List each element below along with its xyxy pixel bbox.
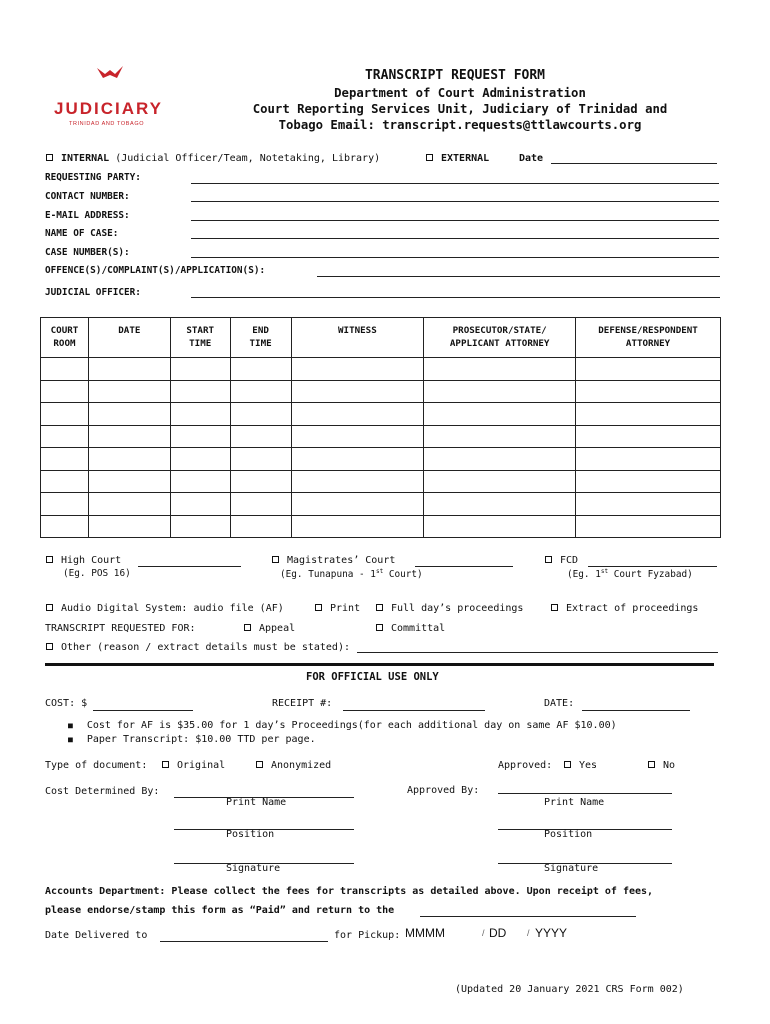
original-checkbox[interactable] [162, 761, 169, 768]
internal-detail: (Judicial Officer/Team, Notetaking, Library) [115, 153, 381, 164]
audio-checkbox[interactable] [46, 604, 53, 611]
magistrates-court-checkbox[interactable] [272, 556, 279, 563]
print-checkbox[interactable] [315, 604, 322, 611]
fcd-field[interactable] [588, 566, 717, 567]
cost-bullet-1: ■ Cost for AF is $35.00 for 1 day’s Proceedings(for each additional day on same AF $10.00) [68, 720, 617, 731]
requesting-party-label: REQUESTING PARTY: [45, 172, 141, 183]
appeal-checkbox[interactable] [244, 624, 251, 631]
contact-number-label: CONTACT NUMBER: [45, 191, 130, 202]
month-placeholder[interactable]: MMMM [405, 926, 445, 940]
day-placeholder[interactable]: DD [489, 926, 507, 940]
cost-field[interactable] [93, 710, 193, 711]
accounts-line-2: please endorse/stamp this form as “Paid” and return to the [45, 905, 395, 916]
full-day-option[interactable] [376, 603, 523, 614]
committal-label: Committal [391, 623, 446, 634]
signature-left: Signature [226, 863, 281, 874]
no-label: No [663, 760, 676, 771]
yes-option[interactable] [564, 760, 597, 771]
case-name-field[interactable] [191, 238, 719, 239]
date-label: Date [519, 153, 544, 164]
bird-icon [95, 64, 125, 84]
table-row[interactable] [41, 358, 721, 381]
cost-determined-label: Cost Determined By: [45, 786, 160, 797]
offence-label: OFFENCE(S)/COMPLAINT(S)/APPLICATION(S): [45, 265, 266, 276]
high-court-example: (Eg. POS 16) [63, 568, 131, 579]
table-row[interactable] [41, 403, 721, 426]
anonymized-checkbox[interactable] [256, 761, 263, 768]
other-option[interactable] [46, 642, 350, 653]
table-row[interactable] [41, 493, 721, 516]
return-to-field[interactable] [420, 916, 636, 917]
table-row[interactable] [41, 470, 721, 493]
no-checkbox[interactable] [648, 761, 655, 768]
cost-bullet-2: ■ Paper Transcript: $10.00 TTD per page. [68, 734, 316, 745]
high-court-field[interactable] [138, 566, 241, 567]
date-delivered-label: Date Delivered to [45, 930, 148, 941]
col-court-room: COURT ROOM [41, 318, 89, 358]
header-line-1: Department of Court Administration [334, 86, 586, 100]
header-line-3: Tobago Email: transcript.requests@ttlawcourts.org [278, 118, 642, 132]
logo-subtitle: TRINIDAD AND TOBAGO [69, 121, 145, 127]
receipt-label: RECEIPT #: [272, 698, 333, 709]
col-defense: DEFENSE/RESPONDENT ATTORNEY [576, 318, 721, 358]
fcd-checkbox[interactable] [545, 556, 552, 563]
requesting-party-field[interactable] [191, 183, 719, 184]
official-date-label: DATE: [544, 698, 575, 709]
external-checkbox[interactable] [426, 154, 433, 161]
magistrates-court-field[interactable] [415, 566, 513, 567]
extract-checkbox[interactable] [551, 604, 558, 611]
signature-right: Signature [544, 863, 599, 874]
original-option[interactable] [162, 760, 225, 771]
year-placeholder[interactable]: YYYY [535, 926, 568, 940]
date-field[interactable] [551, 163, 717, 164]
date-delivered-field[interactable] [160, 941, 328, 942]
cost-label: COST: $ [45, 698, 88, 709]
logo-name: JUDICIARY [54, 99, 163, 118]
col-date: DATE [88, 318, 170, 358]
receipt-field[interactable] [343, 710, 485, 711]
bullet-icon: ■ [68, 721, 73, 730]
email-field[interactable] [191, 220, 719, 221]
date-separator-1: / [482, 928, 485, 938]
original-label: Original [177, 760, 226, 771]
col-witness: WITNESS [291, 318, 424, 358]
case-number-field[interactable] [191, 257, 719, 258]
audio-label: Audio Digital System: audio file (AF) [61, 603, 284, 614]
judicial-officer-label: JUDICIAL OFFICER: [45, 287, 141, 298]
form-title: TRANSCRIPT REQUEST FORM [364, 68, 545, 83]
bullet-icon: ■ [68, 735, 73, 744]
case-number-label: CASE NUMBER(S): [45, 247, 130, 258]
print-label: Print [330, 603, 361, 614]
judicial-officer-field[interactable] [191, 297, 720, 298]
table-header-row [41, 318, 721, 358]
yes-label: Yes [579, 760, 598, 771]
offence-field[interactable] [317, 276, 720, 277]
official-use-heading: FOR OFFICIAL USE ONLY [306, 671, 439, 683]
external-option[interactable] [426, 153, 489, 164]
extract-label: Extract of proceedings [566, 603, 699, 614]
fcd-example: (Eg. 1st Court Fyzabad) [567, 568, 693, 581]
approved-label: Approved: [498, 760, 553, 771]
appeal-label: Appeal [259, 623, 296, 634]
email-label: E-MAIL ADDRESS: [45, 210, 130, 221]
other-checkbox[interactable] [46, 643, 53, 650]
yes-checkbox[interactable] [564, 761, 571, 768]
high-court-label: High Court [61, 555, 122, 566]
print-name-left: Print Name [226, 797, 287, 808]
high-court-checkbox[interactable] [46, 556, 53, 563]
accounts-line-1: Accounts Department: Please collect the fees for transcripts as detailed above. Upon receipt of fees, [45, 886, 654, 897]
proceedings-table [40, 317, 721, 538]
fcd-label: FCD [560, 555, 579, 566]
anonymized-option[interactable] [256, 760, 331, 771]
internal-checkbox[interactable] [46, 154, 53, 161]
fcd-option[interactable] [545, 555, 578, 566]
section-divider [45, 663, 714, 666]
print-name-right: Print Name [544, 797, 605, 808]
approved-by-label: Approved By: [407, 785, 480, 796]
magistrates-court-example: (Eg. Tunapuna - 1st Court) [280, 568, 423, 581]
table-row[interactable] [41, 425, 721, 448]
doc-type-label: Type of document: [45, 760, 148, 771]
col-start-time: START TIME [170, 318, 230, 358]
date-separator-2: / [527, 928, 530, 938]
other-label: Other (reason / extract details must be stated): [61, 642, 350, 653]
form-footer: (Updated 20 January 2021 CRS Form 002) [455, 984, 684, 995]
official-date-field[interactable] [582, 710, 690, 711]
anonymized-label: Anonymized [271, 760, 332, 771]
case-name-label: NAME OF CASE: [45, 228, 119, 239]
magistrates-court-label: Magistrates’ Court [287, 555, 396, 566]
internal-label: INTERNAL [61, 153, 110, 164]
contact-number-field[interactable] [191, 201, 719, 202]
committal-checkbox[interactable] [376, 624, 383, 631]
appeal-option[interactable] [244, 623, 295, 634]
pickup-label: for Pickup: [334, 930, 401, 941]
extract-option[interactable] [551, 603, 698, 614]
header-line-2: Court Reporting Services Unit, Judiciary of Trinidad and [252, 102, 668, 116]
external-label: EXTERNAL [441, 153, 490, 164]
requested-for-label: TRANSCRIPT REQUESTED FOR: [45, 623, 196, 634]
position-right: Position [544, 829, 593, 840]
print-option[interactable] [315, 603, 360, 614]
magistrates-court-option[interactable] [272, 555, 395, 566]
full-day-checkbox[interactable] [376, 604, 383, 611]
col-prosecutor: PROSECUTOR/STATE/ APPLICANT ATTORNEY [424, 318, 576, 358]
audio-option[interactable] [46, 603, 284, 614]
internal-option[interactable] [46, 153, 380, 164]
table-row[interactable] [41, 515, 721, 538]
committal-option[interactable] [376, 623, 445, 634]
table-row[interactable] [41, 380, 721, 403]
col-end-time: END TIME [230, 318, 291, 358]
position-left: Position [226, 829, 275, 840]
high-court-option[interactable] [46, 555, 121, 566]
full-day-label: Full day’s proceedings [391, 603, 524, 614]
judiciary-logo [52, 64, 172, 132]
no-option[interactable] [648, 760, 675, 771]
other-field[interactable] [357, 652, 718, 653]
approved-by-field[interactable] [498, 793, 672, 794]
table-row[interactable] [41, 448, 721, 471]
